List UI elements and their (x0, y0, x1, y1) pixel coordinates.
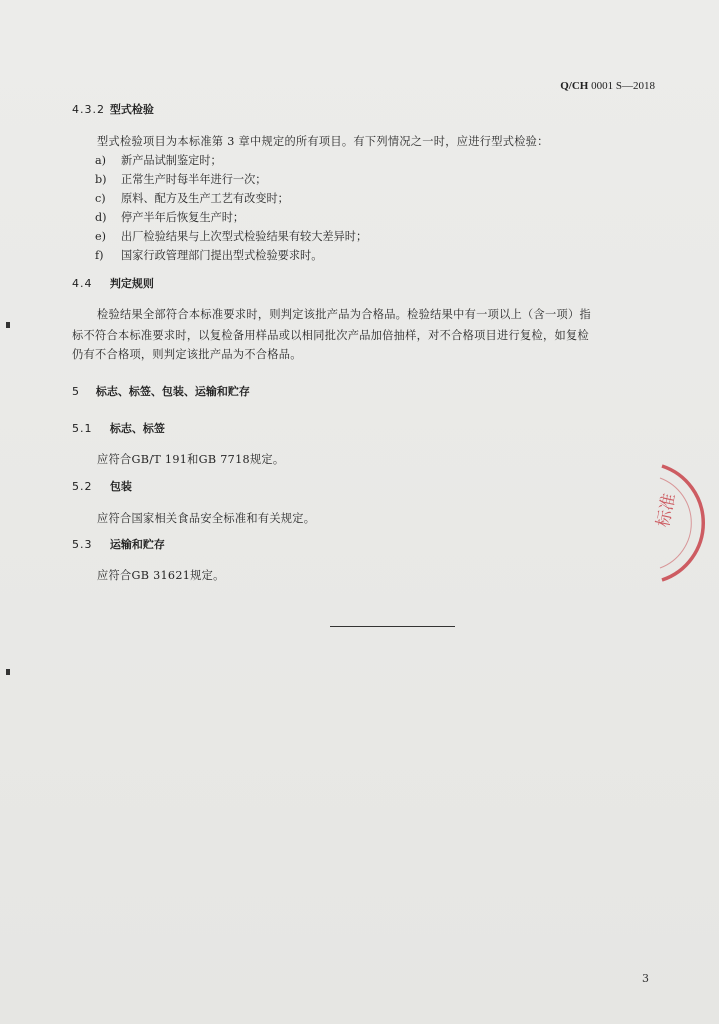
section-paragraph: 应符合GB 31621规定。 (97, 569, 225, 582)
section-paragraph-line: 仍有不合格项，则判定该批产品为不合格品。 (72, 348, 302, 361)
list-item: a) 新产品试制鉴定时； (95, 154, 222, 167)
list-item: b) 正常生产时每半年进行一次； (95, 173, 267, 186)
section-heading-5: 5 标志、标签、包装、运输和贮存 (72, 385, 250, 398)
scan-mark (6, 322, 10, 328)
standard-code-header: Q/CH 0001 S—2018 (560, 80, 655, 92)
list-item: c) 原料、配方及生产工艺有改变时； (95, 192, 289, 205)
stamp-text: 标准 (653, 491, 680, 530)
section-paragraph: 型式检验项目为本标准第 3 章中规定的所有项目。有下列情况之一时，应进行型式检验： (97, 135, 549, 148)
section-heading-5-2: 5.2 包装 (72, 480, 132, 493)
scan-mark (6, 669, 10, 675)
section-heading-5-3: 5.3 运输和贮存 (72, 538, 165, 551)
section-paragraph-line: 标不符合本标准要求时，以复检备用样品或以相同批次产品加倍抽样，对不合格项目进行复检，如复检 (72, 329, 589, 342)
list-item: e) 出厂检验结果与上次型式检验结果有较大差异时； (95, 230, 368, 243)
section-heading-4-4: 4.4 判定规则 (72, 277, 154, 290)
red-seal-stamp (640, 458, 719, 588)
section-heading-4-3-2: 4.3.2 型式检验 (72, 103, 154, 116)
page-number: 3 (642, 972, 649, 985)
section-heading-5-1: 5.1 标志、标签 (72, 422, 165, 435)
section-paragraph: 应符合GB/T 191和GB 7718规定。 (97, 453, 285, 466)
end-rule (330, 626, 455, 627)
section-paragraph: 应符合国家相关食品安全标准和有关规定。 (97, 512, 316, 525)
list-item: f) 国家行政管理部门提出型式检验要求时。 (95, 249, 323, 262)
section-paragraph-line: 检验结果全部符合本标准要求时，则判定该批产品为合格品。检验结果中有一项以上（含一项）指 (97, 308, 591, 321)
list-item: d) 停产半年后恢复生产时； (95, 211, 245, 224)
